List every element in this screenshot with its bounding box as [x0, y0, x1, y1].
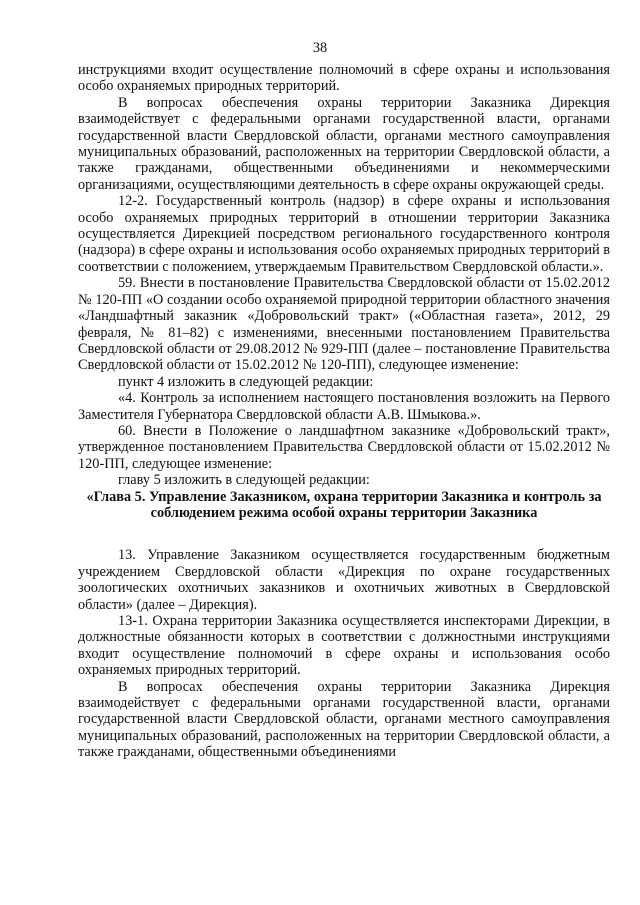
document-body — [78, 62, 610, 761]
page-number: 38 — [312, 40, 328, 56]
paragraph: инструкциями входит осуществление полномочий в сфере охраны и использования особо охраняемых природных территорий. — [78, 62, 610, 95]
heading-spacer — [78, 521, 610, 547]
paragraph: В вопросах обеспечения охраны территории Заказника Дирекция взаимодействует с федеральными органами государственной власти, органами государственной власти Свердловской области, органами местного самоуправления муниципальных образований, расположенных на территории Свердловской области, а также гражданами, общественными объединениями — [78, 678, 610, 761]
paragraph: пункт 4 изложить в следующей редакции: — [118, 373, 374, 390]
paragraph: 13. Управление Заказником осуществляется государственным бюджетным учреждением Свердловской области «Дирекция по охране государственных зоологических охотничьих заказников и охотничьих животных в Свердловской области» (далее – Дирекция). — [78, 547, 610, 613]
paragraph: 60. Внести в Положение о ландшафтном заказнике «Добровольский тракт», утвержденное постановлением Правительства Свердловской области от 15.02.2012 № 120-ПП, следующее изменение: — [78, 422, 610, 472]
text-block-top — [78, 62, 610, 489]
text-block-bottom — [78, 547, 610, 760]
paragraph: 12-2. Государственный контроль (надзор) в сфере охраны и использования особо охраняемых природных территорий в отношении территории Заказника осуществляется Дирекцией посредством регионального государственного контроля (надзора) в сфере охраны и использования особо охраняемых природных территорий в соответствии с положением, утверждаемым Правительством Свердловской области.». — [78, 193, 610, 275]
paragraph: 59. Внести в постановление Правительства Свердловской области от 15.02.2012 № 120-ПП «О создании особо охраняемой природной территории областного значения «Ландшафтный заказник «Добровольский тракт» («Областная газета», 2012, 29 февраля, № 81–82) с изменениями, внесенными постановлением Правительства Свердловской области от 29.08.2012 № 929-ПП (далее – постановление Правительства Свердловской области от 15.02.2012 № 120-ПП), следующее изменение: — [78, 275, 610, 374]
paragraph: «4. Контроль за исполнением настоящего постановления возложить на Первого Заместителя Губернатора Свердловской области А.В. Шмыкова.». — [78, 390, 610, 423]
paragraph: главу 5 изложить в следующей редакции: — [118, 472, 370, 489]
paragraph: В вопросах обеспечения охраны территории Заказника Дирекция взаимодействует с федеральными органами государственной власти, органами государственной власти Свердловской области, органами местного самоуправления муниципальных образований, расположенных на территории Свердловской области, а также гражданами, общественными объединениями и некоммерческими организациями, осуществляющими деятельность в сфере охраны окружающей среды. — [78, 94, 610, 193]
paragraph: 13-1. Охрана территории Заказника осуществляется инспекторами Дирекции, в должностные обязанности которых в соответствии с должностными инструкциями входит осуществление полномочий в сфере охраны и использования особо охраняемых природных территорий. — [78, 613, 610, 679]
chapter-heading: «Глава 5. Управление Заказником, охрана территории Заказника и контроль за соблюдением режима особой охраны территории Заказника — [86, 488, 602, 521]
